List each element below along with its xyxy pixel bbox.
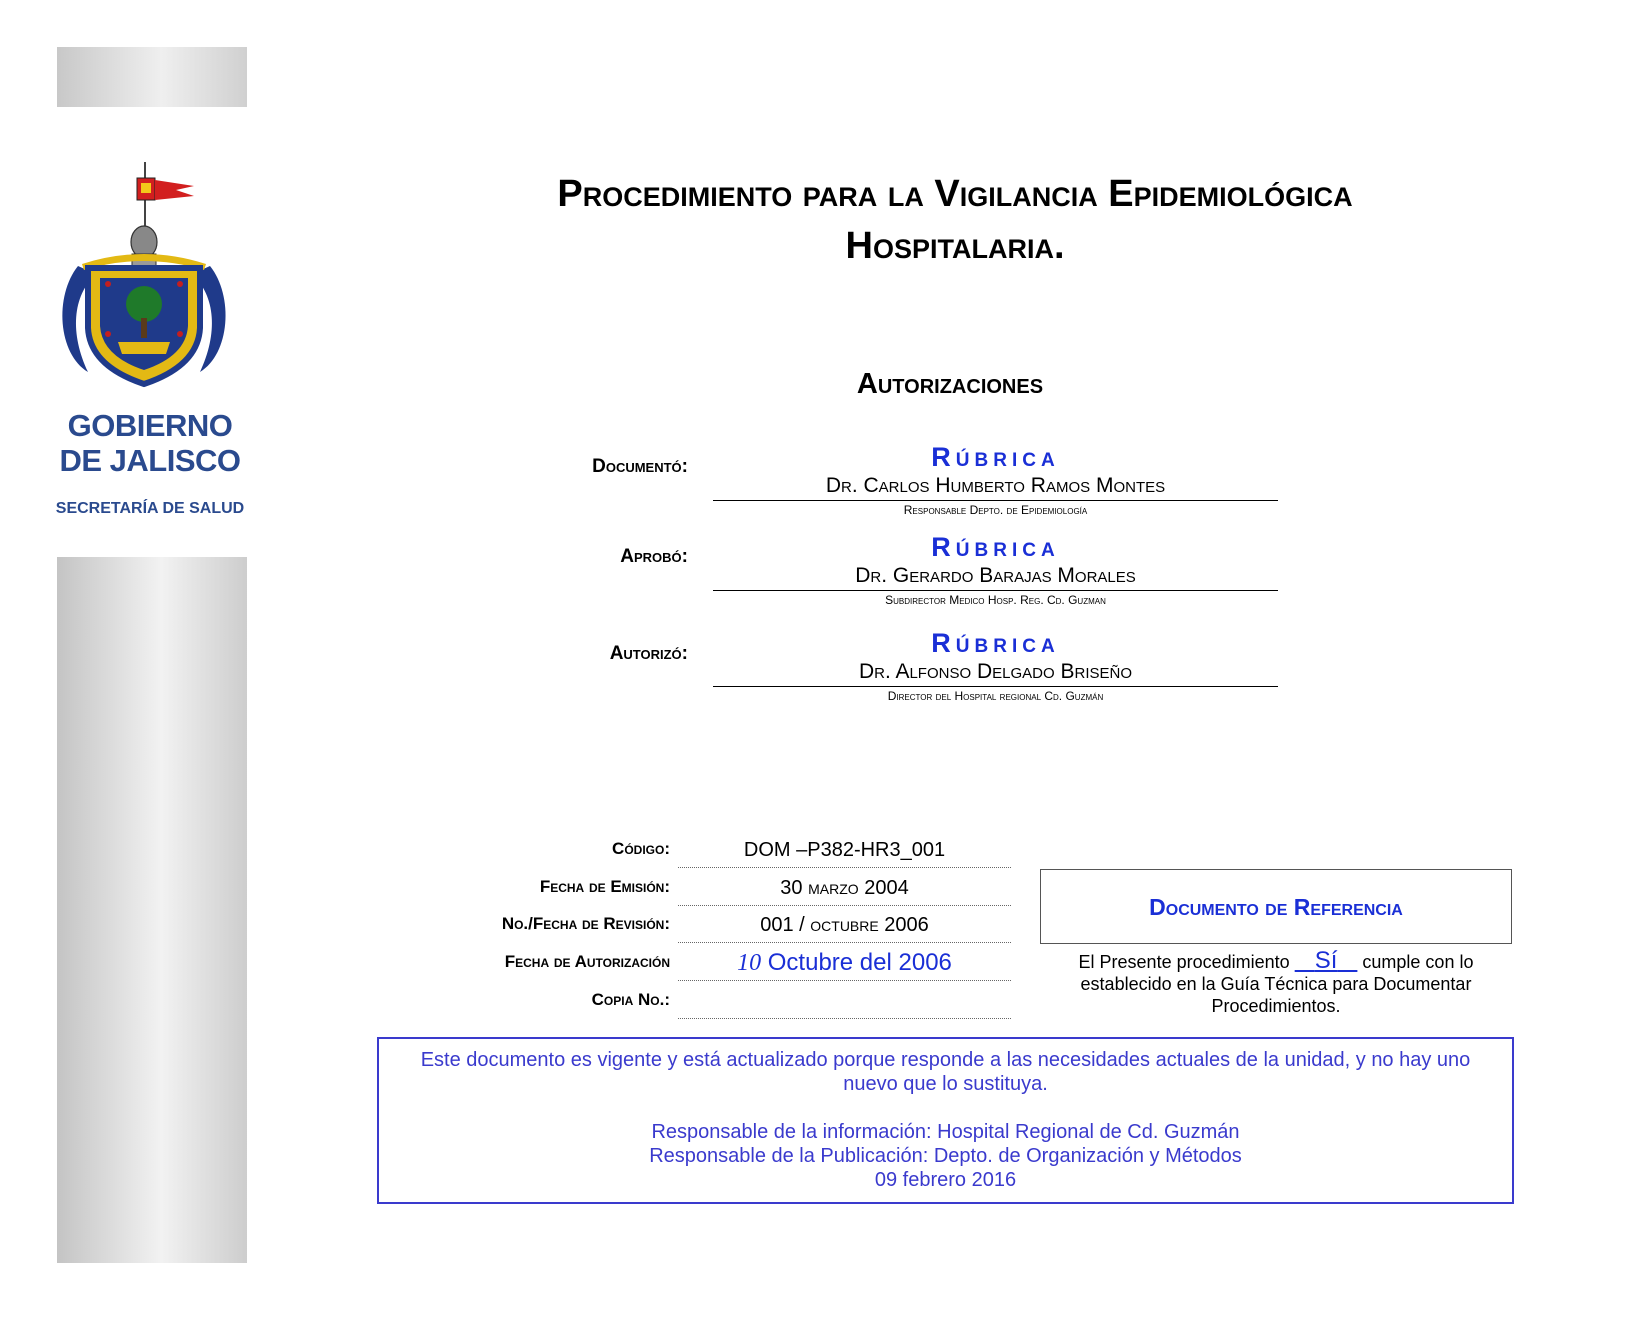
validity-box bbox=[377, 1037, 1514, 1204]
signature-mark: Rúbrica bbox=[931, 628, 1060, 658]
authorization-date-rest: Octubre del 2006 bbox=[767, 949, 952, 976]
sidebar-bottom-bar bbox=[57, 557, 247, 1263]
reference-text-after: cumple con lo establecido en la Guía Técnica para Documentar Procedimientos. bbox=[1080, 952, 1474, 1016]
authorized-label: Autorizó: bbox=[609, 643, 688, 664]
code-label: Código: bbox=[612, 839, 670, 858]
org-name-line1: GOBIERNO bbox=[67, 408, 233, 443]
validity-statement: Este documento es vigente y está actualizado porque responde a las necesidades actuales de la unidad, y no hay uno nuevo que lo sustituya. bbox=[420, 1049, 1471, 1095]
department-name: SECRETARÍA DE SALUD bbox=[55, 500, 245, 517]
info-responsible: Responsable de la información: Hospital Regional de Cd. Guzmán bbox=[651, 1121, 1240, 1143]
publication-responsible: Responsable de la Publicación: Depto. de Organización y Métodos bbox=[649, 1145, 1242, 1167]
signature-mark: Rúbrica bbox=[931, 532, 1060, 562]
document-title-line1: Procedimiento para la Vigilancia Epidemiológica bbox=[557, 173, 1353, 215]
copy-number-label: Copia No.: bbox=[591, 990, 670, 1009]
reference-document-box bbox=[1040, 869, 1512, 944]
signature-mark: Rúbrica bbox=[931, 442, 1060, 472]
reference-text-before: El Presente procedimiento bbox=[1078, 952, 1290, 972]
document-title-line2: Hospitalaria. bbox=[845, 225, 1065, 267]
document-title bbox=[380, 168, 1530, 272]
revision-label: No./Fecha de Revisión: bbox=[501, 914, 670, 933]
revision-number: 001 / bbox=[760, 914, 805, 936]
copy-number-value bbox=[678, 984, 1011, 1019]
signer-role: Director del Hospital regional Cd. Guzmán bbox=[887, 689, 1104, 703]
signer-name: Dr. Alfonso Delgado Briseño bbox=[713, 659, 1278, 687]
issue-day: 30 bbox=[780, 877, 803, 899]
jalisco-coat-of-arms-icon bbox=[48, 158, 236, 398]
issue-year: 2004 bbox=[864, 877, 909, 899]
org-name-line2: DE JALISCO bbox=[59, 443, 241, 478]
revision-month: octubre bbox=[810, 914, 879, 936]
approved-label: Aprobó: bbox=[620, 546, 688, 567]
revision-year: 2006 bbox=[884, 914, 929, 936]
signer-name: Dr. Carlos Humberto Ramos Montes bbox=[713, 473, 1278, 501]
signature-block-authorized bbox=[713, 628, 1278, 703]
signature-block-documented bbox=[713, 442, 1278, 517]
documented-label: Documentó: bbox=[592, 456, 688, 477]
revision-value bbox=[678, 908, 1011, 943]
code-value: DOM –P382-HR3_001 bbox=[678, 833, 1011, 868]
signer-role: Responsable Depto. de Epidemiología bbox=[903, 503, 1088, 517]
reference-answer: Sí bbox=[1314, 947, 1338, 974]
signer-role: Subdirector Medico Hosp. Reg. Cd. Guzman bbox=[885, 593, 1106, 607]
authorizations-heading: Autorizaciones bbox=[856, 368, 1044, 400]
reference-statement bbox=[1040, 947, 1512, 1017]
validity-date: 09 febrero 2016 bbox=[874, 1169, 1017, 1191]
reference-title: Documento de Referencia bbox=[1149, 894, 1403, 920]
issue-month: marzo bbox=[808, 877, 859, 899]
sidebar-top-bar bbox=[57, 47, 247, 107]
signature-block-approved bbox=[713, 532, 1278, 607]
authorization-day: 10 bbox=[737, 950, 762, 976]
signer-name: Dr. Gerardo Barajas Morales bbox=[713, 563, 1278, 591]
issue-date-value bbox=[678, 871, 1011, 906]
issue-date-label: Fecha de Emisión: bbox=[539, 877, 670, 896]
authorization-date-label: Fecha de Autorización bbox=[504, 952, 670, 971]
authorization-date-value bbox=[678, 946, 1011, 981]
